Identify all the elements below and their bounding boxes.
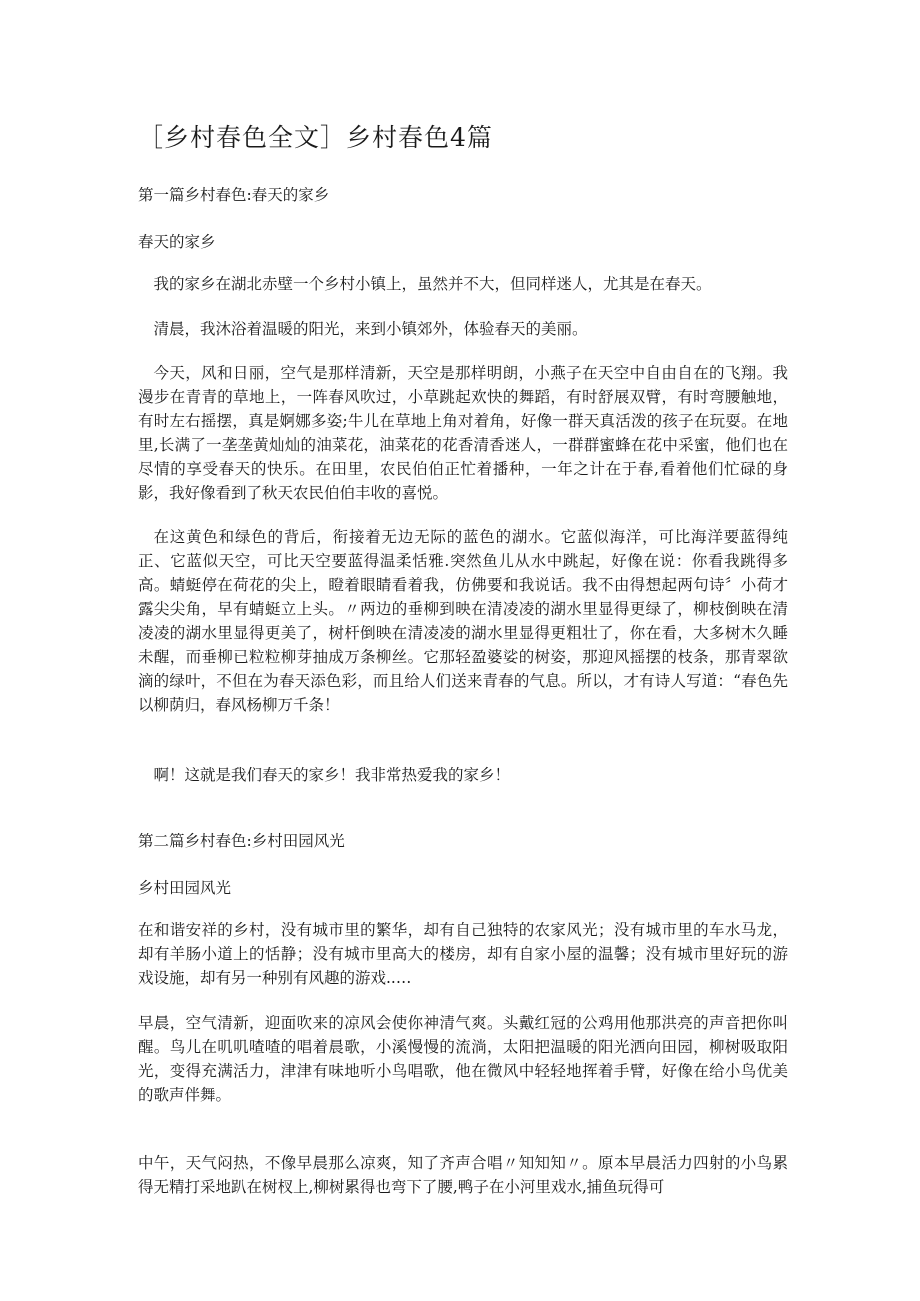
- section-1-heading: 第一篇乡村春色:春天的家乡: [138, 186, 330, 204]
- section-2-paragraph-3: 中午，天气闷热，不像早晨那么凉爽，知了齐声合唱〃知知知〃。原本早晨活力四射的小鸟累得无精打采地趴在树杈上,柳树累得也弯下了腰,鸭子在小河里戏水,捕鱼玩得可: [138, 1154, 788, 1196]
- document-title: ［乡村春色全文］乡村春色4篇: [138, 123, 493, 152]
- section-1-paragraph-4: 在这黄色和绿色的背后，衔接着无边无际的蓝色的湖水。它蓝似海洋，可比海洋要蓝得纯正、它蓝似天空，可比天空要蓝得温柔恬雅.突然鱼儿从水中跳起，好像在说：你看我跳得多高。蜻蜓停在荷花的尖上，瞪着眼睛看着我，仿佛要和我说话。我不由得想起两句诗〞小荷才露尖尖角，早有蜻蜓立上头。〃两边的垂柳到映在清凌凌的湖水里显得更绿了，柳枝倒映在清凌凌的湖水里显得更美了，树杆倒映在清凌凌的湖水里显得更粗壮了，你在看，大多树木久睡未醒，而垂柳已粒粒柳芽抽成万条柳丝。它那轻盈婆娑的树姿，那迎风摇摆的枝条，那青翠欲滴的绿叶，不但在为春天添色彩，而且给人们送来青春的气息。所以，才有诗人写道：“春色先以柳荫归，春风杨柳万千条！: [138, 528, 788, 714]
- section-1-paragraph-2: 清晨，我沐浴着温暖的阳光，来到小镇郊外，体验春天的美丽。: [153, 320, 588, 338]
- section-1-paragraph-5: 啊！这就是我们春天的家乡！我非常热爱我的家乡！: [153, 766, 511, 784]
- section-1-subtitle: 春天的家乡: [138, 233, 216, 251]
- section-2-heading: 第二篇乡村春色:乡村田园风光: [138, 832, 345, 850]
- section-2-paragraph-2: 早晨，空气清新，迎面吹来的凉风会使你神清气爽。头戴红冠的公鸡用他那洪亮的声音把你叫醒。鸟儿在叽叽喳喳的唱着晨歌，小溪慢慢的流淌，太阳把温暖的阳光洒向田园，柳树吸取阳光，变得充满活力，津津有味地听小鸟唱歌，他在微风中轻轻地挥着手臂，好像在给小鸟优美的歌声伴舞。: [138, 1014, 788, 1104]
- section-2-paragraph-1: 在和谐安祥的乡村，没有城市里的繁华，却有自己独特的农家风光；没有城市里的车水马龙，却有羊肠小道上的恬静；没有城市里高大的楼房，却有自家小屋的温馨；没有城市里好玩的游戏设施，却有另一种别有风趣的游戏..…: [138, 921, 788, 987]
- section-1-paragraph-1: 我的家乡在湖北赤壁一个乡村小镇上，虽然并不大，但同样迷人，尤其是在春天。: [153, 275, 712, 293]
- section-1-paragraph-3: 今天，风和日丽，空气是那样清新，天空是那样明朗，小燕子在天空中自由自在的飞翔。我漫步在青青的草地上，一阵春风吹过，小草跳起欢快的舞蹈，有时舒展双臂，有时弯腰触地，有时左右摇摆，真是婀娜多姿;牛儿在草地上角对着角，好像一群天真活泼的孩子在玩耍。在地里,长满了一垄垄黄灿灿的油菜花，油菜花的花香清香迷人，一群群蜜蜂在花中采蜜，他们也在尽情的享受春天的快乐。在田里，农民伯伯正忙着播种，一年之计在于春,看着他们忙碌的身影，我好像看到了秋天农民伯伯丰收的喜悦。: [138, 364, 788, 502]
- section-2-subtitle: 乡村田园风光: [138, 879, 232, 897]
